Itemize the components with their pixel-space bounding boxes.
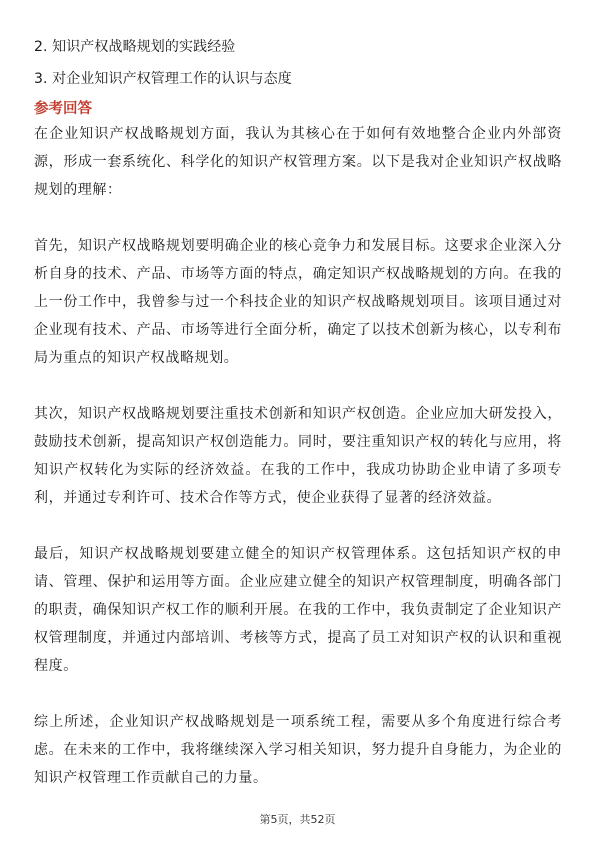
answer-paragraph-second: 其次，知识产权战略规划要注重技术创新和知识产权创造。企业应加大研发投入，鼓励技术创新，提高知识产权创造能力。同时，要注重知识产权的转化与应用，将知识产权转化为实际的经济效益。在我的工作中，我成功协助企业申请了多项专利，并通过专利许可、技术合作等方式，使企业获得了显著的经济效益。 <box>34 406 562 506</box>
page-number-footer: 第5页，共52页 <box>259 813 336 826</box>
answer-paragraph-last: 最后，知识产权战略规划要建立健全的知识产权管理体系。这包括知识产权的申请、管理、保护和运用等方面。企业应建立健全的知识产权管理制度，明确各部门的职责，确保知识产权工作的顺利开展。在我的工作中，我负责制定了企业知识产权管理制度，并通过内部培训、考核等方式，提高了员工对知识产权的认识和重视程度。 <box>34 546 562 674</box>
answer-paragraph-summary: 综上所述，企业知识产权战略规划是一项系统工程，需要从多个角度进行综合考虑。在未来的工作中，我将继续深入学习相关知识，努力提升自身能力，为企业的知识产权管理工作贡献自己的力量。 <box>34 714 562 786</box>
answer-heading: 参考回答 <box>34 101 92 117</box>
answer-paragraph-first: 首先，知识产权战略规划要明确企业的核心竞争力和发展目标。这要求企业深入分析自身的技术、产品、市场等方面的特点，确定知识产权战略规划的方向。在我的上一份工作中，我曾参与过一个科技企业的知识产权战略规划项目。该项目通过对企业现有技术、产品、市场等进行全面分析，确定了以技术创新为核心，以专利布局为重点的知识产权战略规划。 <box>34 238 562 366</box>
document-page <box>34 34 562 792</box>
answer-paragraph-intro: 在企业知识产权战略规划方面，我认为其核心在于如何有效地整合企业内外部资源，形成一套系统化、科学化的知识产权管理方案。以下是我对企业知识产权战略规划的理解： <box>34 126 562 198</box>
question-item: 3. 对企业知识产权管理工作的认识与态度 <box>34 71 292 87</box>
question-item: 2. 知识产权战略规划的实践经验 <box>34 39 236 55</box>
